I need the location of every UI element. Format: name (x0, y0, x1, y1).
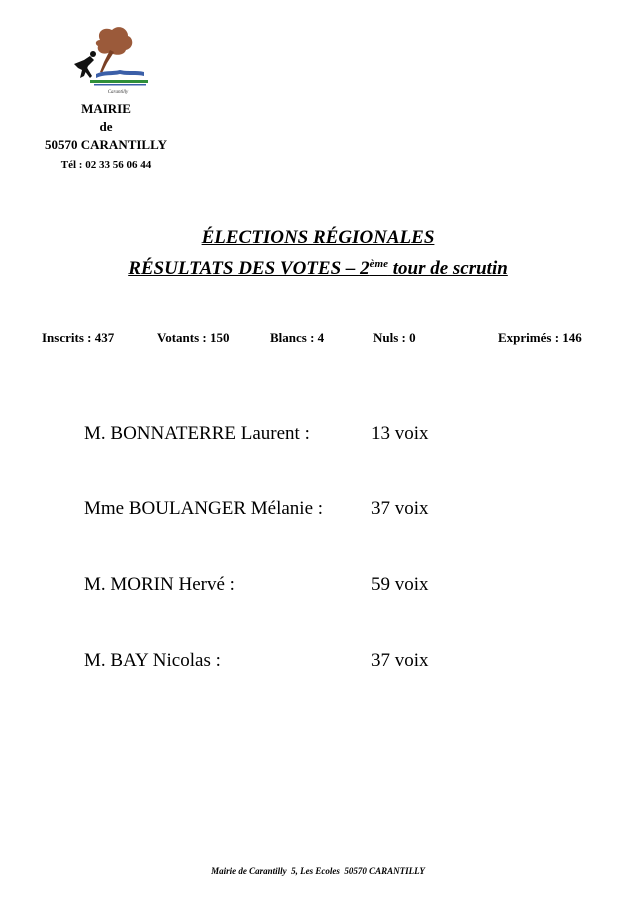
stat-exprimes: Exprimés : 146 (498, 330, 582, 345)
candidate-votes: 13 voix (371, 423, 429, 444)
logo-caption: Carantilly (107, 90, 129, 95)
title-line1: ÉLECTIONS RÉGIONALES (201, 227, 435, 248)
candidate-name: M. BONNATERRE Laurent : (84, 423, 310, 444)
candidate-name: Mme BOULANGER Mélanie : (84, 498, 324, 519)
page-footer: Mairie de Carantilly 5, Les Ecoles 50570 CARANTILLY (211, 866, 425, 876)
mairie-logo (60, 26, 152, 102)
subtitle-suffix: tour de scrutin (387, 258, 508, 279)
candidate-name: M. BAY Nicolas : (84, 650, 221, 671)
mairie-header (30, 100, 182, 172)
mairie-commune: 50570 CARANTILLY (45, 137, 167, 152)
stat-votants: Votants : 150 (157, 330, 230, 345)
document-subtitle (0, 257, 636, 281)
subtitle-superscript: ème (369, 258, 388, 270)
mairie-label: MAIRIE (81, 101, 131, 116)
stat-blancs: Blancs : 4 (270, 330, 325, 345)
candidate-votes: 59 voix (371, 574, 429, 595)
subtitle-prefix: RÉSULTATS DES VOTES – 2 (128, 258, 370, 279)
stat-nuls: Nuls : 0 (373, 330, 416, 345)
mairie-phone: Tél : 02 33 56 06 44 (60, 159, 152, 171)
candidate-name: M. MORIN Hervé : (84, 574, 235, 595)
document-title (0, 226, 636, 250)
stat-inscrits: Inscrits : 437 (42, 330, 115, 345)
candidate-votes: 37 voix (371, 650, 429, 671)
candidate-votes: 37 voix (371, 498, 429, 519)
mairie-de: de (99, 119, 113, 134)
